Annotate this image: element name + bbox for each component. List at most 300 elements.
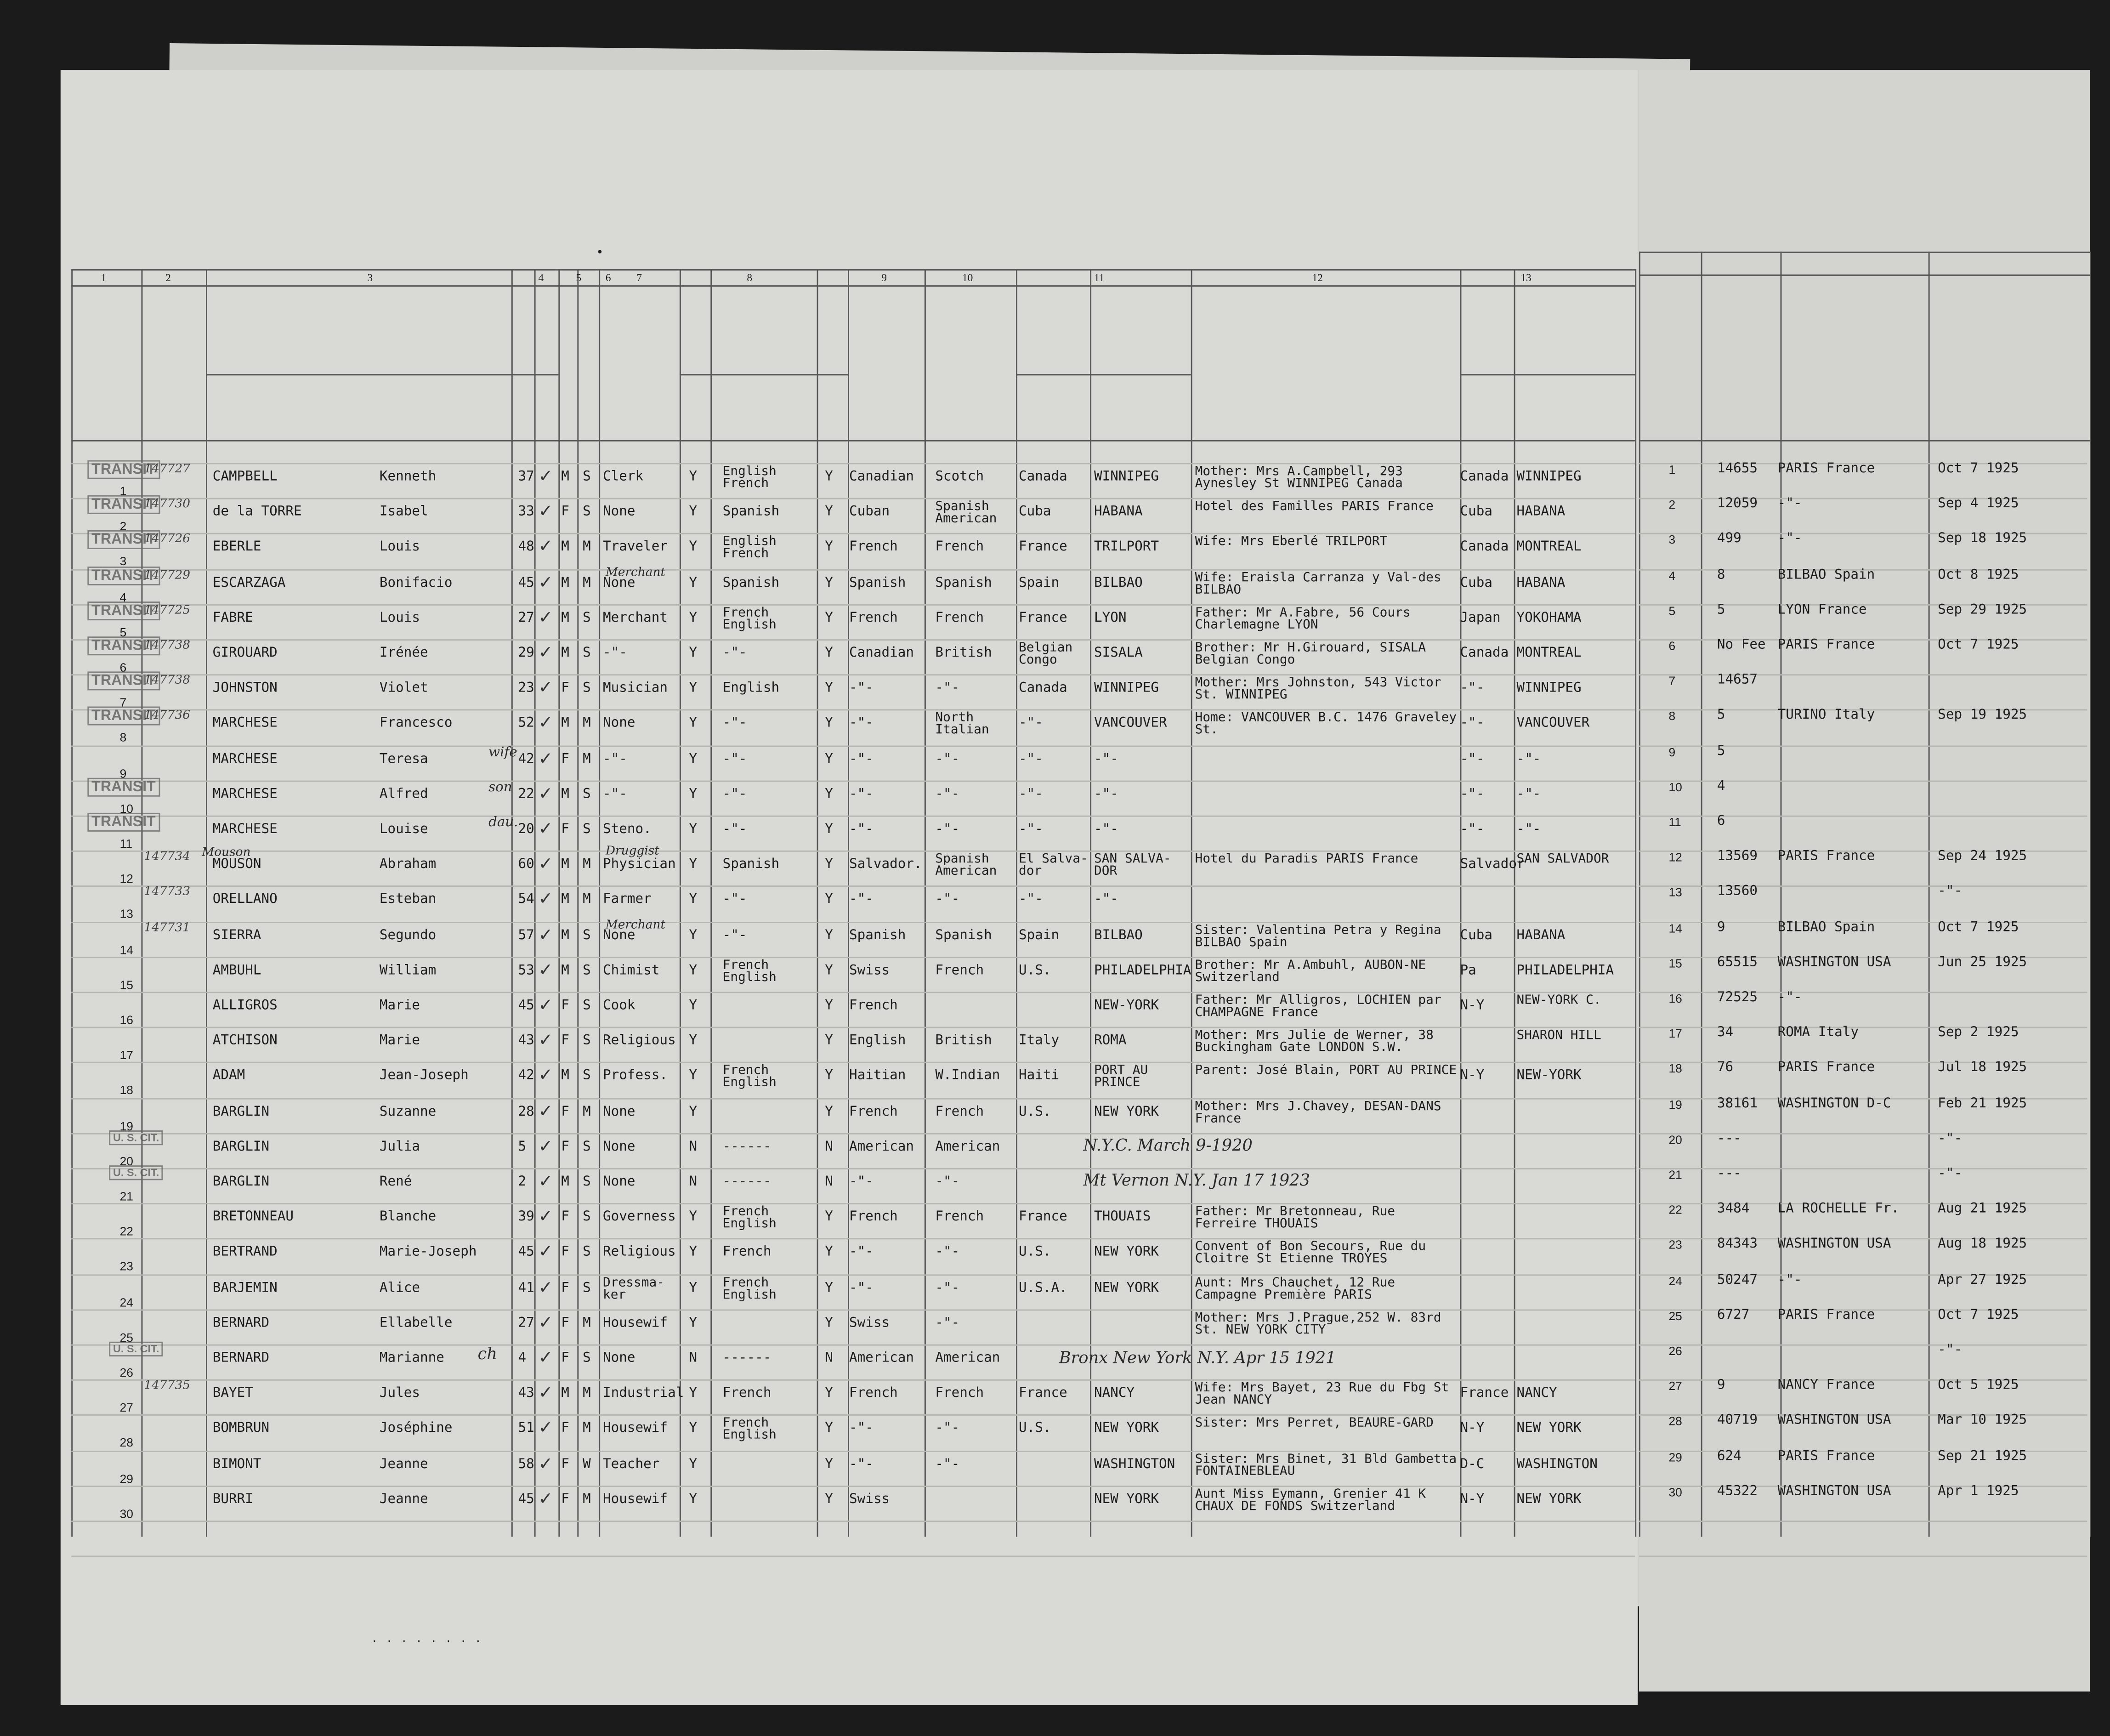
age-years: 39 xyxy=(518,1210,534,1225)
given-name: Marie xyxy=(379,1033,420,1049)
visa-number: 6 xyxy=(1717,814,1725,829)
visa-issued-at: WASHINGTON USA xyxy=(1777,1413,1891,1429)
sex: F xyxy=(561,1104,569,1119)
family-name: BARGLIN xyxy=(212,1104,270,1119)
visa-number: 8 xyxy=(1717,567,1725,582)
transit-number: 147738 xyxy=(144,674,190,688)
sex: F xyxy=(561,1457,569,1472)
visa-row-number: 25 xyxy=(1668,1309,1682,1323)
visa-row-number: 27 xyxy=(1668,1379,1682,1393)
handwritten-son: son xyxy=(488,780,512,795)
nationality: Haitian xyxy=(849,1069,906,1084)
city: NANCY xyxy=(1094,1386,1135,1401)
city: THOUAIS xyxy=(1094,1210,1151,1225)
country: -"- xyxy=(1018,751,1043,767)
marital-status: S xyxy=(583,610,591,626)
age-years: 45 xyxy=(518,1492,534,1507)
nationality: French xyxy=(849,540,898,555)
check-mark: ✓ xyxy=(538,925,553,946)
dest-state: Canada xyxy=(1460,470,1509,485)
race: -"- xyxy=(935,751,960,767)
dest-city: NANCY xyxy=(1516,1386,1557,1401)
grid-vline xyxy=(599,269,600,1537)
occupation: Teacher xyxy=(603,1457,660,1472)
row-number: 29 xyxy=(119,1471,133,1485)
dest-city: NEW-YORK C. xyxy=(1516,993,1601,1008)
can-write: Y xyxy=(825,681,833,696)
dest-state: Japan xyxy=(1460,610,1501,626)
sex: M xyxy=(561,857,569,873)
visa-number: 13569 xyxy=(1717,849,1758,864)
relative-address: Sister: Mrs Perret, BEAURE-GARD xyxy=(1195,1416,1434,1431)
row-number: 19 xyxy=(119,1119,133,1133)
dest-city: HABANA xyxy=(1516,928,1565,943)
occupation: -"- xyxy=(603,751,627,767)
check-mark: ✓ xyxy=(538,643,553,664)
nationality: Swiss xyxy=(849,963,890,978)
grid-vline xyxy=(558,269,560,1537)
handwritten-dau: dau. xyxy=(488,815,518,830)
grid-vline xyxy=(1016,269,1017,1537)
race: -"- xyxy=(935,1457,960,1472)
row-number: 7 xyxy=(119,696,127,709)
visa-number: --- xyxy=(1717,1167,1741,1182)
visa-number: 40719 xyxy=(1717,1413,1758,1429)
visa-issued-at: -"- xyxy=(1777,1272,1802,1288)
visa-number: 5 xyxy=(1717,743,1725,759)
marital-status: W xyxy=(583,1457,591,1472)
check-mark: ✓ xyxy=(538,1101,553,1122)
row-number: 13 xyxy=(119,908,133,921)
race: Spanish xyxy=(935,928,992,943)
row-number: 16 xyxy=(119,1013,133,1027)
transit-number: 147730 xyxy=(144,498,190,512)
marital-status: S xyxy=(583,998,591,1014)
family-name: MARCHESE xyxy=(212,751,278,767)
read-language: -"- xyxy=(722,892,747,908)
nationality: -"- xyxy=(849,1457,873,1472)
visa-number: 5 xyxy=(1717,708,1725,723)
column-number-4: 4 xyxy=(538,272,544,284)
check-mark: ✓ xyxy=(538,714,553,734)
visa-issued-at: BILBAO Spain xyxy=(1777,567,1875,582)
age-years: 54 xyxy=(518,892,534,908)
age-years: 42 xyxy=(518,1069,534,1084)
age-years: 23 xyxy=(518,681,534,696)
nationality: -"- xyxy=(849,751,873,767)
visa-number: No Fee xyxy=(1717,638,1766,653)
marital-status: S xyxy=(583,963,591,978)
dest-city: VANCOUVER xyxy=(1516,716,1590,732)
city: ROMA xyxy=(1094,1033,1127,1049)
column-number-1: 1 xyxy=(101,272,107,284)
grid-vline xyxy=(1090,269,1091,1537)
occupation: Musician xyxy=(603,681,668,696)
head-tax-stamp: TRANSIT xyxy=(87,672,159,691)
family-name: BERNARD xyxy=(212,1316,270,1331)
occupation: None xyxy=(603,928,635,943)
occupation: Clerk xyxy=(603,470,644,485)
race: American xyxy=(935,1351,1000,1366)
can-read: N xyxy=(689,1174,698,1190)
row-number: 17 xyxy=(119,1048,133,1062)
visa-number: 12059 xyxy=(1717,497,1758,512)
visa-row-number: 2 xyxy=(1668,498,1676,512)
relative-address: Wife: Eraisla Carranza y Val-des BILBAO xyxy=(1195,570,1441,597)
race: Spanish xyxy=(935,575,992,590)
marital-status: M xyxy=(583,716,591,732)
race: -"- xyxy=(935,892,960,908)
marital-status: M xyxy=(583,1421,591,1436)
nationality: Salvador. xyxy=(849,857,922,873)
country: France xyxy=(1018,540,1067,555)
occupation: None xyxy=(603,505,635,520)
head-tax-stamp: TRANSIT xyxy=(87,777,159,796)
marital-status: S xyxy=(583,1351,591,1366)
city: NEW YORK xyxy=(1094,1280,1159,1296)
can-write: Y xyxy=(825,1245,833,1260)
age-years: 4 xyxy=(518,1351,527,1366)
check-mark: ✓ xyxy=(538,996,553,1016)
dest-state: Cuba xyxy=(1460,505,1493,520)
can-read: Y xyxy=(689,681,698,696)
city: NEW YORK xyxy=(1094,1492,1159,1507)
check-mark: ✓ xyxy=(538,784,553,805)
grid-vline xyxy=(534,269,536,1537)
visa-number: 38161 xyxy=(1717,1096,1758,1111)
grid-vline xyxy=(1460,269,1462,1537)
visa-date: Sep 4 1925 xyxy=(1938,497,2019,512)
visa-date: Sep 21 1925 xyxy=(1938,1448,2027,1464)
row-number: 30 xyxy=(119,1507,133,1520)
family-name: BRETONNEAU xyxy=(212,1210,294,1225)
marital-status: S xyxy=(583,822,591,837)
given-name: Alice xyxy=(379,1280,420,1296)
check-mark: ✓ xyxy=(538,1348,553,1369)
can-write: Y xyxy=(825,963,833,978)
dest-state: Canada xyxy=(1460,540,1509,555)
visa-ruled-line xyxy=(1639,675,2087,676)
occupation: -"- xyxy=(603,646,627,661)
city: NEW YORK xyxy=(1094,1245,1159,1260)
grid-subline xyxy=(511,374,559,375)
ruled-line xyxy=(71,886,1635,887)
marital-status: S xyxy=(583,1280,591,1296)
visa-number: 499 xyxy=(1717,532,1741,547)
family-name: BOMBRUN xyxy=(212,1421,270,1436)
visa-date: Sep 24 1925 xyxy=(1938,849,2027,864)
race: Scotch xyxy=(935,470,984,485)
marital-status: S xyxy=(583,928,591,943)
city: PHILADELPHIA xyxy=(1094,963,1191,978)
visa-issued-at: -"- xyxy=(1777,990,1802,1005)
family-name: BAYET xyxy=(212,1386,253,1401)
given-name: Alfred xyxy=(379,787,428,802)
grid-vline xyxy=(1514,269,1515,1537)
visa-issued-at: LYON France xyxy=(1777,602,1867,618)
given-name: Marie xyxy=(379,998,420,1014)
visa-sheet xyxy=(1639,70,2090,1691)
city: WINNIPEG xyxy=(1094,470,1159,485)
dest-state: Pa xyxy=(1460,963,1476,978)
dest-state: -"- xyxy=(1460,716,1485,732)
can-write: Y xyxy=(825,610,833,626)
can-read: Y xyxy=(689,857,698,873)
row-number: 11 xyxy=(119,837,133,851)
relative-address: Sister: Mrs Binet, 31 Bld Gambetta FONTAINEBLEAU xyxy=(1195,1451,1457,1479)
relative-address: Brother: Mr H.Girouard, SISALA Belgian Congo xyxy=(1195,641,1426,668)
visa-date: Mar 10 1925 xyxy=(1938,1413,2027,1429)
read-language: -"- xyxy=(722,751,747,767)
family-name: SIERRA xyxy=(212,928,261,943)
visa-date: Oct 7 1925 xyxy=(1938,638,2019,653)
age-years: 20 xyxy=(518,822,534,837)
visa-date: -"- xyxy=(1938,1167,1963,1182)
visa-issued-at: ROMA Italy xyxy=(1777,1026,1859,1041)
sex: M xyxy=(561,575,569,590)
sex: F xyxy=(561,998,569,1014)
nationality: French xyxy=(849,610,898,626)
dest-city: NEW-YORK xyxy=(1516,1069,1582,1084)
dest-city: WASHINGTON xyxy=(1516,1457,1598,1472)
check-mark: ✓ xyxy=(538,1242,553,1263)
visa-date: Sep 29 1925 xyxy=(1938,602,2027,618)
dest-state: N-Y xyxy=(1460,998,1485,1014)
relative-address: Mother: Mrs J.Prague,252 W. 83rd St. NEW YORK CITY xyxy=(1195,1310,1441,1338)
family-name: GIROUARD xyxy=(212,646,278,661)
dest-city: MONTREAL xyxy=(1516,540,1582,555)
given-name: Bonifacio xyxy=(379,575,453,590)
country: Belgian Congo xyxy=(1018,641,1073,668)
read-language: English xyxy=(722,681,780,696)
visa-date: Sep 2 1925 xyxy=(1938,1026,2019,1041)
visa-ruled-line xyxy=(1639,1520,2087,1522)
age-years: 51 xyxy=(518,1421,534,1436)
visa-number: --- xyxy=(1717,1131,1741,1146)
can-write: Y xyxy=(825,540,833,555)
sex: M xyxy=(561,610,569,626)
relative-address: Father: Mr Alligros, LOCHIEN par CHAMPAGNE France xyxy=(1195,993,1441,1020)
occupation: None xyxy=(603,1104,635,1119)
check-mark: ✓ xyxy=(538,1066,553,1087)
occupation: Farmer xyxy=(603,892,652,908)
country: Italy xyxy=(1018,1033,1060,1049)
country: Spain xyxy=(1018,575,1060,590)
visa-row-number: 12 xyxy=(1668,851,1682,864)
dest-state: D-C xyxy=(1460,1457,1485,1472)
country: Canada xyxy=(1018,681,1067,696)
visa-ruled-line xyxy=(1639,1345,2087,1346)
visa-grid-hline xyxy=(1639,252,2090,253)
country: France xyxy=(1018,1210,1067,1225)
given-name: Ellabelle xyxy=(379,1316,453,1331)
column-number-6: 6 xyxy=(605,272,611,284)
age-years: 33 xyxy=(518,505,534,520)
read-language: French English xyxy=(722,1204,777,1232)
nationality: Canadian xyxy=(849,646,914,661)
given-name: Irénée xyxy=(379,646,428,661)
column-number-10: 10 xyxy=(962,272,973,284)
relative-address: Mother: Mrs Johnston, 543 Victor St. WINNIPEG xyxy=(1195,675,1441,703)
relative-address: Wife: Mrs Eberlé TRILPORT xyxy=(1195,534,1388,550)
row-number: 21 xyxy=(119,1189,133,1203)
head-tax-stamp: TRANSIT xyxy=(87,531,159,550)
handwritten-mouson-note: Mouson xyxy=(202,846,251,860)
row-number: 5 xyxy=(119,625,127,639)
transit-number: 147735 xyxy=(144,1379,190,1393)
marital-status: M xyxy=(583,540,591,555)
race: -"- xyxy=(935,681,960,696)
nationality: -"- xyxy=(849,1421,873,1436)
dest-state: -"- xyxy=(1460,787,1485,802)
can-write: Y xyxy=(825,470,833,485)
visa-date: Apr 1 1925 xyxy=(1938,1484,2019,1499)
can-read: Y xyxy=(689,787,698,802)
race: North Italian xyxy=(935,711,989,738)
age-years: 48 xyxy=(518,540,534,555)
can-write: Y xyxy=(825,928,833,943)
ruled-line xyxy=(71,569,1635,570)
can-read: Y xyxy=(689,1457,698,1472)
head-tax-stamp: TRANSIT xyxy=(87,495,159,514)
visa-row-number: 21 xyxy=(1668,1168,1682,1182)
can-write: N xyxy=(825,1351,833,1366)
nationality: -"- xyxy=(849,1280,873,1296)
relative-address: Convent of Bon Secours, Rue du Cloitre St Etienne TROYES xyxy=(1195,1240,1426,1267)
column-number-13: 13 xyxy=(1520,272,1531,284)
visa-ruled-line xyxy=(1639,780,2087,782)
transit-number: 147736 xyxy=(144,709,190,723)
race: Spanish American xyxy=(935,499,997,527)
marital-status: S xyxy=(583,505,591,520)
can-write: Y xyxy=(825,1210,833,1225)
dest-city: NEW YORK xyxy=(1516,1492,1582,1507)
relative-address: Aunt: Mrs Chauchet, 12 Rue Campagne Première PARIS xyxy=(1195,1275,1395,1302)
family-name: AMBUHL xyxy=(212,963,261,978)
check-mark: ✓ xyxy=(538,467,553,488)
occupation: Merchant xyxy=(603,610,668,626)
visa-ruled-line xyxy=(1639,1133,2087,1134)
visa-row-number: 11 xyxy=(1668,815,1681,829)
visa-ruled-line xyxy=(1639,1168,2087,1169)
column-number-2: 2 xyxy=(165,272,171,284)
can-read: Y xyxy=(689,1492,698,1507)
age-years: 5 xyxy=(518,1139,527,1155)
dest-state: Cuba xyxy=(1460,575,1493,590)
dest-city: HABANA xyxy=(1516,575,1565,590)
dest-city: HABANA xyxy=(1516,505,1565,520)
given-name: Jeanne xyxy=(379,1457,428,1472)
grid-subline xyxy=(1016,374,1191,375)
city: WASHINGTON xyxy=(1094,1457,1175,1472)
visa-ruled-line xyxy=(1639,886,2087,887)
family-name: BARJEMIN xyxy=(212,1280,278,1296)
grid-subline xyxy=(680,374,848,375)
check-mark: ✓ xyxy=(538,1172,553,1192)
occupation: Governess xyxy=(603,1210,676,1225)
visa-row-number: 19 xyxy=(1668,1097,1682,1111)
dest-state: -"- xyxy=(1460,822,1485,837)
nationality: Swiss xyxy=(849,1492,890,1507)
age-years: 22 xyxy=(518,787,534,802)
can-read: Y xyxy=(689,716,698,732)
age-years: 53 xyxy=(518,963,534,978)
transit-number: 147733 xyxy=(144,886,190,900)
relative-address: Wife: Mrs Bayet, 23 Rue du Fbg St Jean NANCY xyxy=(1195,1381,1449,1408)
row-number: 12 xyxy=(119,872,133,886)
visa-issued-at: PARIS France xyxy=(1777,1061,1875,1076)
occupation: None xyxy=(603,1139,635,1155)
head-tax-stamp: U. S. CIT. xyxy=(109,1342,163,1356)
relative-address: Mother: Mrs Julie de Werner, 38 Buckingham Gate LONDON S.W. xyxy=(1195,1028,1434,1055)
sex: F xyxy=(561,1421,569,1436)
relative-address: Hotel des Familles PARIS France xyxy=(1195,499,1434,515)
transit-number: 147731 xyxy=(144,921,190,935)
read-language: French xyxy=(722,1245,771,1260)
visa-number: 9 xyxy=(1717,1378,1725,1393)
occupation: Religious xyxy=(603,1033,676,1049)
read-language: -"- xyxy=(722,822,747,837)
grid-hline xyxy=(71,269,1635,271)
ruled-line xyxy=(71,1274,1635,1275)
occupation: None xyxy=(603,575,635,590)
visa-row-number: 4 xyxy=(1668,568,1676,582)
visa-row-number: 26 xyxy=(1668,1344,1682,1358)
can-write: Y xyxy=(825,1492,833,1507)
can-read: Y xyxy=(689,822,698,837)
visa-row-number: 8 xyxy=(1668,709,1676,723)
check-mark: ✓ xyxy=(538,749,553,769)
city: -"- xyxy=(1094,892,1118,908)
visa-date: Apr 27 1925 xyxy=(1938,1272,2027,1288)
row-number: 23 xyxy=(119,1260,133,1274)
age-years: 28 xyxy=(518,1104,534,1119)
visa-date: Sep 18 1925 xyxy=(1938,532,2027,547)
check-mark: ✓ xyxy=(538,1454,553,1475)
race: French xyxy=(935,1104,984,1119)
visa-number: 14655 xyxy=(1717,461,1758,477)
occupation: Chimist xyxy=(603,963,660,978)
check-mark: ✓ xyxy=(538,890,553,910)
handwritten-n21: Mt Vernon N.Y. Jan 17 1923 xyxy=(1083,1170,1310,1190)
occupation: None xyxy=(603,716,635,732)
visa-date: Jul 18 1925 xyxy=(1938,1061,2027,1076)
can-write: Y xyxy=(825,857,833,873)
sex: M xyxy=(561,892,569,908)
row-number: 26 xyxy=(119,1366,133,1379)
grid-vline xyxy=(71,269,73,1537)
dest-city: -"- xyxy=(1516,822,1541,837)
can-read: N xyxy=(689,1351,698,1366)
ruled-line xyxy=(71,1556,1635,1557)
can-read: Y xyxy=(689,751,698,767)
marital-status: S xyxy=(583,1069,591,1084)
grid-subline xyxy=(206,374,511,375)
visa-issued-at: NANCY France xyxy=(1777,1378,1875,1393)
row-number: 8 xyxy=(119,731,127,745)
nationality: -"- xyxy=(849,822,873,837)
can-write: Y xyxy=(825,892,833,908)
column-number-12: 12 xyxy=(1312,272,1323,284)
visa-row-number: 24 xyxy=(1668,1274,1682,1288)
head-tax-stamp: U. S. CIT. xyxy=(109,1130,163,1145)
country: -"- xyxy=(1018,822,1043,837)
head-tax-stamp: TRANSIT xyxy=(87,566,159,585)
visa-issued-at: TURINO Italy xyxy=(1777,708,1875,723)
read-language: English French xyxy=(722,534,777,562)
age-years: 45 xyxy=(518,575,534,590)
race: French xyxy=(935,540,984,555)
